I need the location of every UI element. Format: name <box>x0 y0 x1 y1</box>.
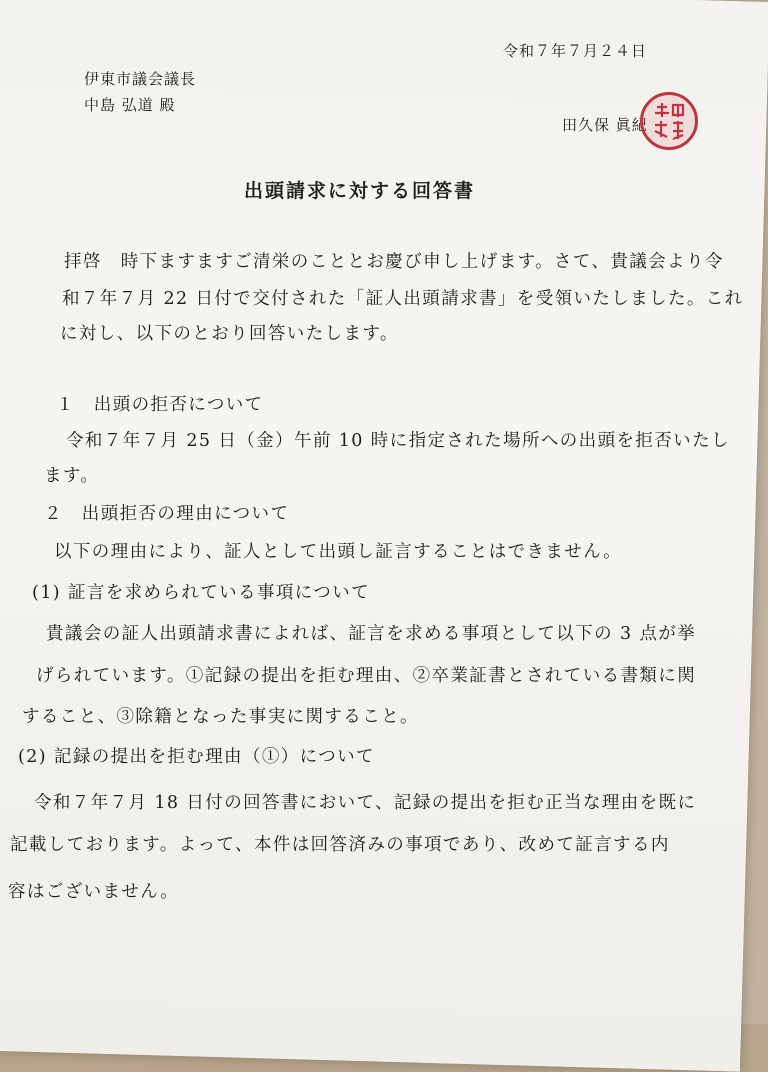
subsection2-line-1: 令和７年７月 18 日付の回答書において、記録の提出を拒む正当な理由を既に <box>34 793 697 813</box>
subsection2-line-2: 記載しております。よって、本件は回答済みの事項であり、改めて証言する内 <box>10 835 670 855</box>
section2-intro: 以下の理由により、証人として出頭し証言することはできません。 <box>54 542 623 562</box>
sender-name: 田久保 眞紀 <box>562 116 648 134</box>
section1-line-2: ます。 <box>44 466 100 486</box>
intro-line-2: 和７年７月 22 日付で交付された「証人出頭請求書」を受領いたしました。これ <box>62 289 744 309</box>
intro-line-1: 拝啓 時下ますますご清栄のこととお慶び申し上げます。さて、貴議会より令 <box>64 252 724 272</box>
section1-line-1: 令和７年７月 25 日（金）午前 10 時に指定された場所への出頭を拒否いたし <box>66 431 730 451</box>
subsection2-heading: (2) 記録の提出を拒む理由（①）について <box>18 747 375 767</box>
subsection1-line-3: すること、③除籍となった事実に関すること。 <box>22 707 419 727</box>
subsection1-line-1: 貴議会の証人出頭請求書によれば、証言を求める事項として以下の 3 点が挙 <box>46 624 697 644</box>
subsection1-heading: (1) 証言を求められている事項について <box>32 583 371 603</box>
subsection2-line-3: 容はございません。 <box>8 882 180 902</box>
section1-heading: １ 出頭の拒否について <box>56 395 264 415</box>
document-date: 令和７年７月２４日 <box>503 42 648 60</box>
subsection1-line-2: げられています。①記録の提出を拒む理由、②卒業証書とされている書類に関 <box>36 666 697 686</box>
addressee-title: 伊東市議会議長 <box>84 70 197 88</box>
intro-line-3: に対し、以下のとおり回答いたします。 <box>60 324 399 344</box>
red-seal-stamp <box>640 92 698 150</box>
document-title: 出頭請求に対する回答書 <box>244 180 476 202</box>
section2-heading: ２ 出頭拒否の理由について <box>44 504 290 524</box>
addressee-name: 中島 弘道 殿 <box>84 96 176 114</box>
